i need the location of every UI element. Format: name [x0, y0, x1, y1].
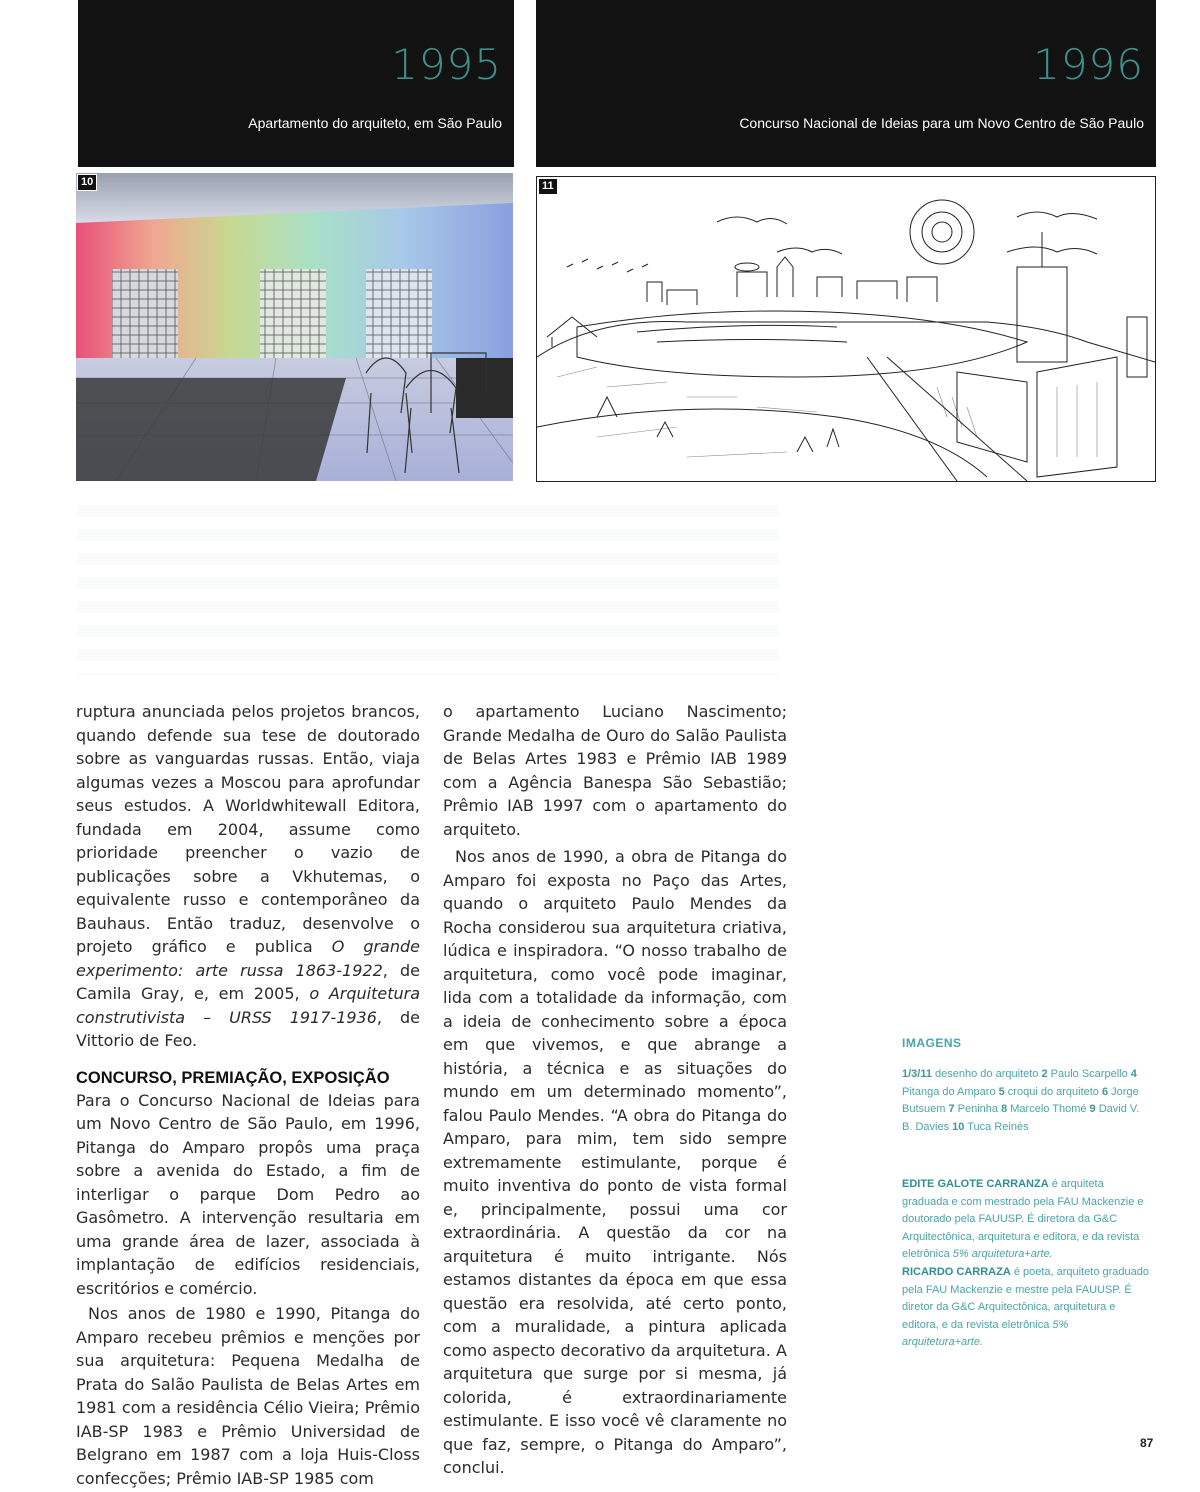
credit-text: Pitanga do Amparo	[902, 1085, 999, 1098]
banner-caption: Apartamento do arquiteto, em São Paulo	[248, 115, 502, 131]
sidebar	[902, 1036, 1152, 1352]
page-number: 87	[1140, 1436, 1154, 1450]
text-column-right	[443, 700, 787, 1480]
credit-text: Tuca Reinés	[964, 1120, 1029, 1133]
banner-1995	[78, 0, 514, 167]
journal-name: 5% arquitetura+arte.	[902, 1318, 1069, 1349]
credit-number: 8	[1001, 1103, 1008, 1115]
city-center-sketch-image	[537, 177, 1155, 481]
author-bios	[902, 1176, 1152, 1352]
text-run: ruptura anunciada pelos projetos brancos, quando defende sua tese de doutorado sobre as vanguardas russas. Então, viaja algumas vezes a Moscou para aprofundar seus estudos. A Worldwhitewall Editora, fundada em 2004, assume como prioridade preencher o vazio de publicações sobre a Vkhutemas, o equivalente russo e contemporâneo da Bauhaus. Então traduz, desenvolve o projeto gráfico e publica	[76, 702, 420, 956]
images-heading: IMAGENS	[902, 1036, 962, 1050]
author-name: RICARDO CARRAZA	[902, 1265, 1011, 1278]
figure-number: 10	[77, 174, 97, 191]
credit-number: 4	[1130, 1068, 1137, 1080]
book-title: O grande experimento: arte russa 1863-1922	[76, 937, 421, 980]
apartment-photo	[76, 173, 513, 481]
credit-number: 2	[1041, 1068, 1048, 1080]
book-title: o Arquitetura construtivista – URSS 1917-1936	[76, 984, 420, 1027]
credit-number: 5	[998, 1085, 1005, 1098]
credit-text: Jorge Butsuem	[902, 1085, 1139, 1115]
credit-text: Peninha	[954, 1103, 1002, 1115]
credit-number: 7	[948, 1103, 955, 1115]
credit-text: Paulo Scarpello	[1047, 1068, 1131, 1080]
journal-name: 5% arquitetura+arte.	[952, 1248, 1053, 1261]
author-name: EDITE GALOTE CARRANZA	[902, 1178, 1049, 1190]
credit-number: 1/3/11	[902, 1068, 932, 1080]
section-heading: CONCURSO, PREMIAÇÃO, EXPOSIÇÃO	[76, 1068, 390, 1087]
author-bio: é arquiteta graduada e com mestrado pela FAU Mackenzie e doutorado pela FAUUSP. É diretora da G&C Arquitectônica, arquitetura e editora, e da revista eletrônica	[902, 1178, 1144, 1261]
credit-number: 10	[952, 1120, 965, 1133]
image-credits	[902, 1066, 1152, 1136]
paragraph: Nos anos de 1990, a obra de Pitanga do Amparo foi exposta no Paço das Artes, quando o arquiteto Paulo Mendes da Rocha considerou sua arquitetura criativa, lúdica e inspiradora. “O nosso trabalho de arquitetura, como você pode imaginar, lida com a totalidade da informação, com a ideia de conhecimento sobre a época em que vivemos, e que abrange a história, a técnica e as situações do mundo em um determinado momento”, falou Paulo Mendes. “A obra do Pitanga do Amparo, para mim, tem sido sempre extremamente estimulante, porque é muito inventiva do ponto de vista formal e, principalmente, possui uma cor extraordinária. A questão da cor na arquitetura é muito intrigante. Nós estamos distantes da época em que essa questão era resolvida, até certo ponto, com a muralidade, a pintura aplicada como aspecto decorativo da arquitetura. A arquitetura que surge por si mesma, já colorida, é extraordinariamente estimulante. E isso você vê claramente no que faz, sempre, o Pitanga do Amparo”, conclui.	[443, 847, 787, 1477]
year-label: 1995	[391, 40, 502, 89]
credit-text: desenho do arquiteto	[931, 1068, 1042, 1080]
text-column-left	[76, 700, 420, 1490]
banner-caption: Concurso Nacional de Ideias para um Novo Centro de São Paulo	[739, 115, 1144, 131]
author-bio: é poeta, arquiteto graduado pela FAU Mackenzie e mestre pela FAUUSP. É diretor da G&C Arquitectônica, arquitetura e editora, e da revista eletrônica	[902, 1265, 1150, 1331]
apartment-interior-image	[76, 173, 513, 481]
paragraph	[76, 700, 420, 1053]
credit-text: David V. B. Davies	[902, 1103, 1140, 1133]
year-label: 1996	[1033, 40, 1144, 89]
credit-text: Marcelo Thomé	[1007, 1103, 1090, 1115]
banner-1996	[536, 0, 1156, 167]
figure-number: 11	[538, 178, 558, 195]
text-run: , de Vittorio de Feo.	[76, 1007, 420, 1050]
paragraph: Para o Concurso Nacional de Ideias para um Novo Centro de São Paulo, em 1996, Pitanga do Amparo propôs uma praça sobre a avenida do Estado, a fim de interligar o parque Dom Pedro ao Gasômetro. A intervenção resultaria em uma grande área de lazer, associada à implantação de edifícios residenciais, escritórios e comércio.	[76, 1090, 420, 1298]
credit-number: 6	[1101, 1085, 1109, 1098]
city-sketch	[536, 176, 1156, 482]
print-through-shadow	[78, 505, 778, 675]
text-run: , de Camila Gray, e, em 2005,	[76, 960, 420, 1003]
credit-number: 9	[1089, 1103, 1096, 1115]
credit-text: croqui do arquiteto	[1004, 1085, 1102, 1098]
paragraph: o apartamento Luciano Nascimento; Grande Medalha de Ouro do Salão Paulista de Belas Artes 1983 e Prêmio IAB 1989 com a Agência Banespa São Sebastião; Prêmio IAB 1997 com o apartamento do arquiteto.	[443, 702, 787, 839]
paragraph: Nos anos de 1980 e 1990, Pitanga do Amparo recebeu prêmios e menções por sua arquitetura: Pequena Medalha de Prata do Salão Paulista de Belas Artes em 1981 com a residência Célio Vieira; Prêmio IAB-SP 1983 e Prêmio Universidad de Belgrano em 1987 com a loja Huis-Closs confecções; Prêmio IAB-SP 1985 com	[76, 1304, 420, 1488]
